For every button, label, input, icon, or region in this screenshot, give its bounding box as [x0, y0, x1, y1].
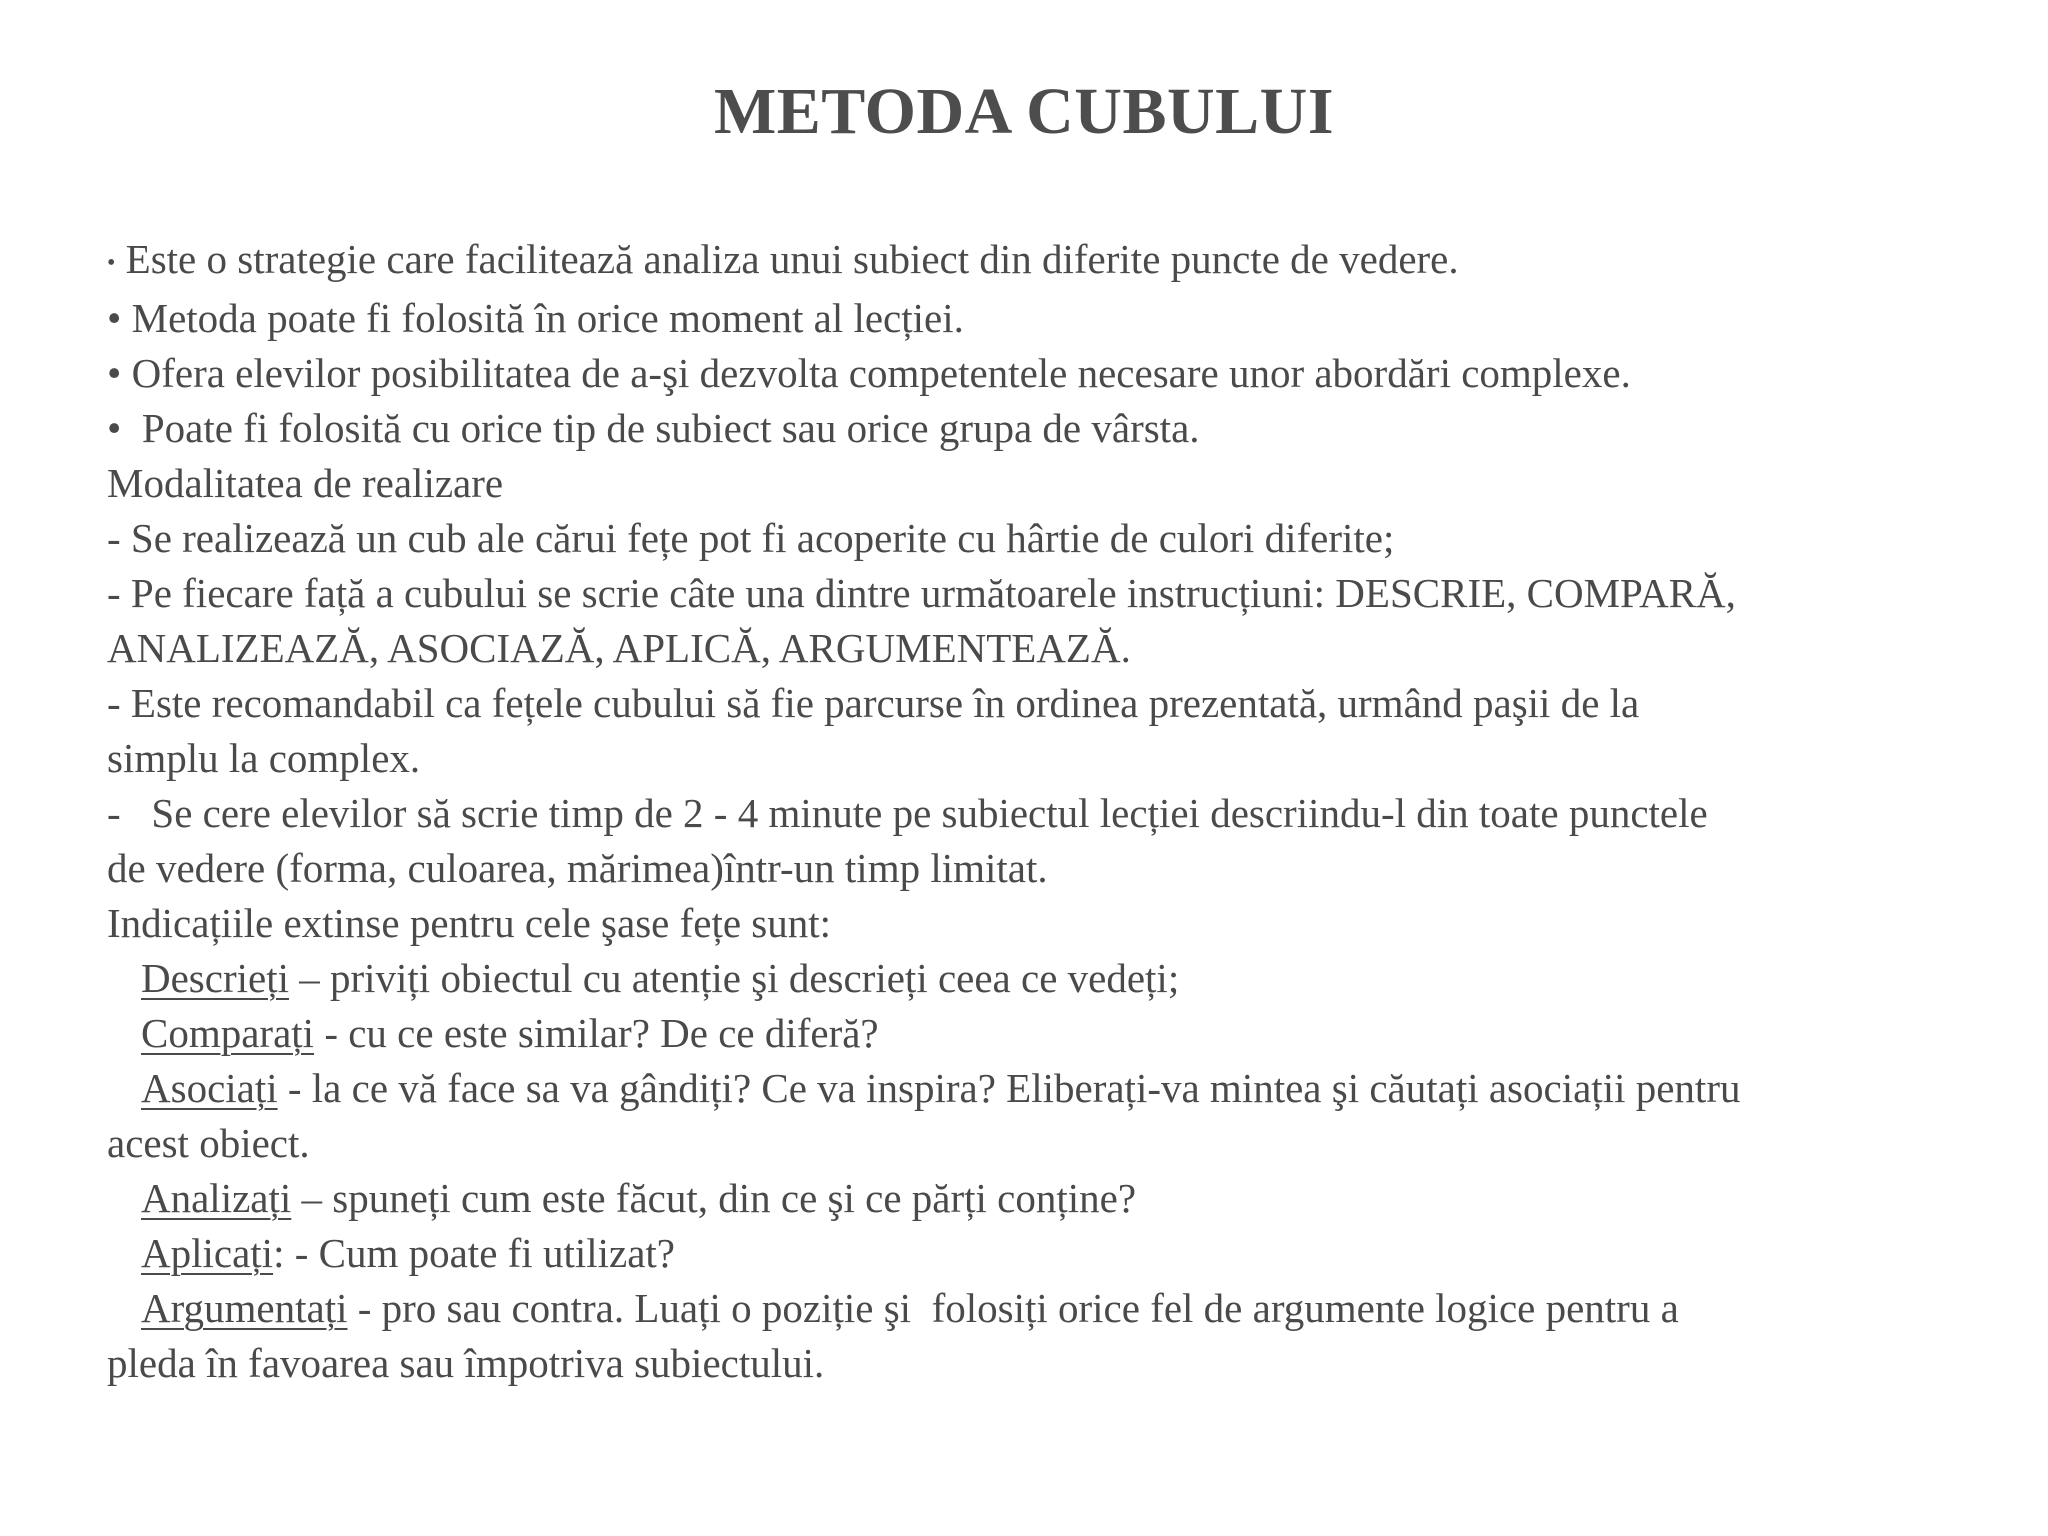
bullet-text: Este o strategie care facilitează analiza unui subiect din diferite puncte de vedere. [125, 236, 1459, 282]
bullet-icon: • [107, 405, 122, 452]
step-item: - Este recomandabil ca fețele cubului să fie parcurse în ordinea prezentată, urmând paşii de la [107, 680, 1640, 727]
face-describe [107, 951, 1947, 1006]
face-term: Argumentați [141, 1285, 348, 1332]
face-text: - la ce vă face sa va gândiți? Ce va inspira? Eliberați-va mintea şi căutați asociații pentru [277, 1065, 1741, 1112]
face-term: Asociați [141, 1065, 278, 1112]
face-text: – priviți obiectul cu atenție şi descrieți ceea ce vedeți; [288, 955, 1180, 1002]
slide-body [107, 232, 1947, 1391]
face-argue [107, 1281, 1947, 1336]
bullet-icon: • [107, 295, 122, 342]
bullet-text: Poate fi folosită cu orice tip de subiect sau orice grupa de vârsta. [131, 405, 1200, 452]
face-term: Comparați [141, 1010, 315, 1057]
step-item: - Pe fiecare față a cubului se scrie câte una dintre următoarele instrucțiuni: DESCRIE, COMPARĂ, [107, 570, 1736, 617]
step-item-continued: simplu la complex. [107, 735, 421, 782]
bullet-text: Ofera elevilor posibilitatea de a-şi dezvolta competentele necesare unor abordări complexe. [131, 350, 1631, 397]
step-item-continued: ANALIZEAZĂ, ASOCIAZĂ, APLICĂ, ARGUMENTEAZĂ. [107, 625, 1131, 672]
face-associate [107, 1061, 1947, 1116]
step-item: - Se cere elevilor să scrie timp de 2 - 4 minute pe subiectul lecției descriindu-l din toate punctele [107, 790, 1708, 837]
face-compare [107, 1006, 1947, 1061]
face-text: – spuneți cum este făcut, din ce şi ce părți conține? [291, 1175, 1137, 1222]
face-associate-continued: acest obiect. [107, 1120, 310, 1167]
face-text: - pro sau contra. Luați o poziție şi folosiți orice fel de argumente logice pentru a [347, 1285, 1679, 1332]
bullet-icon: • [107, 250, 116, 277]
bullet-icon: • [107, 350, 122, 397]
face-analyze [107, 1171, 1947, 1226]
face-term: Descrieți [141, 955, 289, 1002]
indications-heading: Indicațiile extinse pentru cele şase fețe sunt: [107, 900, 832, 947]
section-heading: Modalitatea de realizare [107, 460, 504, 507]
face-term: Analizați [141, 1175, 292, 1222]
bullet-item [107, 401, 1947, 456]
step-item: - Se realizează un cub ale cărui fețe pot fi acoperite cu hârtie de culori diferite; [107, 515, 1395, 562]
bullet-item [107, 291, 1947, 346]
face-argue-continued: pleda în favoarea sau împotriva subiectului. [107, 1340, 825, 1387]
bullet-item [107, 232, 1947, 291]
page-title: METODA CUBULUI [713, 75, 1335, 148]
face-term: Aplicați [141, 1230, 274, 1277]
step-item-continued: de vedere (forma, culoarea, mărimea)într-un timp limitat. [107, 845, 1048, 892]
face-text: : - Cum poate fi utilizat? [273, 1230, 675, 1277]
bullet-item [107, 346, 1947, 401]
face-apply [107, 1226, 1947, 1281]
bullet-text: Metoda poate fi folosită în orice moment al lecției. [131, 295, 964, 342]
face-text: - cu ce este similar? De ce diferă? [314, 1010, 879, 1057]
